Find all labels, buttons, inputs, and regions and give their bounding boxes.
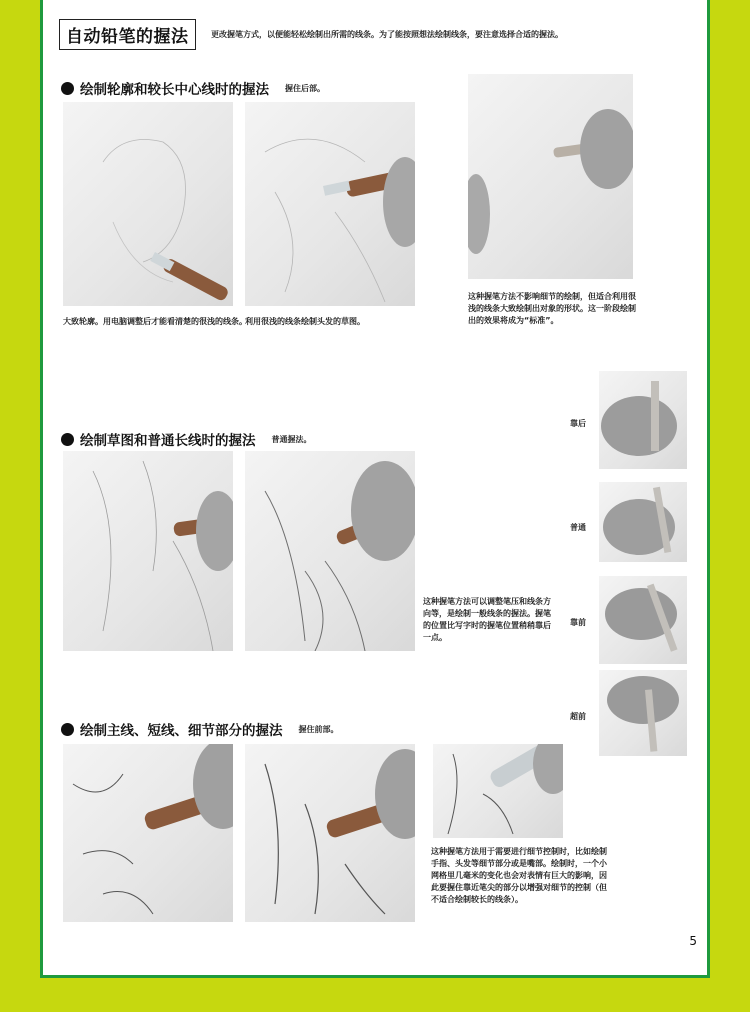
caption-normal-grip: 这种握笔方法可以调整笔压和线条方向等，是绘制一般线条的握法。握笔的位置比写字时的握笔位置稍稍靠后一点。 xyxy=(423,597,551,642)
section-2-heading xyxy=(61,429,312,449)
section-3-title: 绘制主线、短线、细节部分的握法 xyxy=(80,723,283,739)
page-sheet xyxy=(40,0,710,978)
section-1-title: 绘制轮廓和较长中心线时的握法 xyxy=(80,82,269,98)
photo-hair-sketch xyxy=(245,102,415,306)
photo-hair-detail xyxy=(245,744,415,922)
photo-grip-front xyxy=(599,576,687,664)
photo-grip-rear xyxy=(599,371,687,469)
section-3-heading xyxy=(61,719,339,739)
section-1-heading xyxy=(61,78,325,98)
photo-rough-sketch xyxy=(63,451,233,651)
section-2-title: 绘制草图和普通长线时的握法 xyxy=(80,433,256,449)
photo-mouth-detail xyxy=(433,744,563,838)
grip-label-far-front: 超前 xyxy=(570,712,586,721)
photo-grip-back xyxy=(468,74,633,279)
grip-label-normal: 普通 xyxy=(570,523,586,532)
page-intro: 更改握笔方式，以便能轻松绘制出所需的线条。为了能按照想法绘制线条，要注意选择合适的握法。 xyxy=(211,30,563,39)
grip-label-rear: 靠后 xyxy=(570,419,586,428)
page-number: 5 xyxy=(689,934,697,948)
caption-grip-back: 这种握笔方法不影响细节的绘制，但适合利用很浅的线条大致绘制出对象的形状。这一阶段绘制出的效果将成为“标准”。 xyxy=(468,292,636,325)
caption-front-grip: 这种握笔方法用于需要进行细节控制时，比如绘制手指、头发等细节部分或是嘴部。绘制时，一个小网格里几毫米的变化也会对表情有巨大的影响，因此要握住靠近笔尖的部分以增强对细节的控制（但不适合绘制较长的线条）。 xyxy=(431,847,607,904)
photo-face-detail xyxy=(63,744,233,922)
bullet-icon xyxy=(61,723,74,736)
page-title: 自动铅笔的握法 xyxy=(59,19,196,50)
bullet-icon xyxy=(61,433,74,446)
grip-label-front: 靠前 xyxy=(570,618,586,627)
section-2-note: 普通握法。 xyxy=(271,434,312,444)
bullet-icon xyxy=(61,82,74,95)
section-1-note: 握住后部。 xyxy=(285,83,325,93)
photo-grip-normal xyxy=(599,482,687,562)
photo-outline-sketch xyxy=(63,102,233,306)
photo-grip-far-front xyxy=(599,670,687,756)
photo-long-lines xyxy=(245,451,415,651)
section-3-note: 握住前部。 xyxy=(298,724,339,734)
caption-hair: 利用很浅的线条绘制头发的草图。 xyxy=(245,317,365,326)
caption-outline: 大致轮廓。用电脑调整后才能看清楚的很浅的线条。 xyxy=(63,317,247,326)
